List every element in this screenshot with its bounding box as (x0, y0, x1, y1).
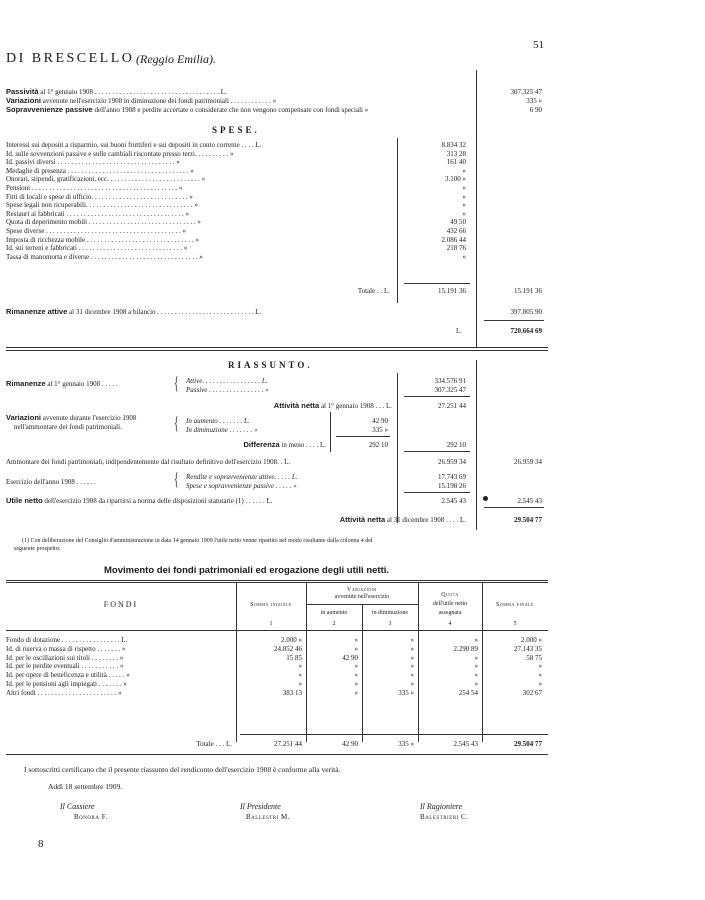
table-cell: 302 67 (522, 688, 542, 697)
spese-item-value: 49 50 (450, 218, 466, 227)
passive-value: 307.325 47 (434, 386, 466, 394)
spese-item-value: 218 76 (446, 244, 466, 253)
table-cell: 24.852 46 (274, 644, 302, 653)
attivita-netta-1-label: Attività netta (273, 401, 320, 410)
top-row-value: 307.325 47 (510, 88, 542, 96)
table-cell: » (354, 671, 358, 680)
spese-item-label: Id. sulle sovvenzioni passive e sulle cambiali riscontate presso terzi. . . . . . . . . . » (6, 149, 234, 158)
table-row-label: Id. per le pensioni agli impiegati . . . . . . . » (6, 680, 127, 688)
table-cell: » (410, 662, 414, 671)
riassunto-rimanenze-row (6, 380, 118, 388)
col-header-quota-sub2: assegnata (438, 610, 462, 616)
differenza-right: 292 10 (446, 441, 466, 449)
rimanenze-attive-value: 397.805 90 (510, 308, 542, 316)
spese-item-value: 161 40 (446, 158, 466, 167)
table-row-label: Id. per le oscillazioni sui titoli . . . . . . . . » (6, 653, 124, 662)
table-row-label: Id. per le perdite eventuali . . . . . . . . . . . » (6, 662, 124, 671)
table-cell: » (354, 644, 358, 653)
attivita-netta-2-label: Attività netta (339, 515, 386, 524)
divider (484, 320, 544, 321)
page-title: DI BRESCELLO (6, 51, 135, 66)
divider (306, 582, 307, 742)
ammontare-value: 26.959 34 (438, 458, 466, 466)
top-row-value: 6 90 (529, 106, 542, 114)
table-cell: » (474, 680, 478, 688)
col-number-4: 4 (448, 621, 452, 627)
col-number-5: 5 (513, 621, 517, 627)
spese-item-label: Spese diverse . . . . . . . . . . . . . . . . . . . . . . . . . . . . . . . . . . . . . . . » (6, 227, 187, 235)
col-header-somma-iniziale: Somma iniziale (250, 602, 292, 608)
table-cell: » (538, 662, 542, 671)
movimento-totale-c4: 2.545 43 (453, 740, 478, 748)
table-cell: » (354, 680, 358, 688)
brace-icon: { (174, 469, 179, 489)
divider (6, 630, 548, 631)
grand-total-label: L. (456, 327, 463, 335)
top-row (6, 88, 472, 96)
signature-name-ragioniere: Balestrieri C. (420, 813, 469, 821)
brace-icon: { (174, 413, 179, 433)
table-cell: » (474, 636, 478, 644)
table-cell: » (298, 680, 302, 688)
spese-item-label: Pensioni . . . . . . . . . . . . . . . . . . . . . . . . . . . . . . . . . . . . . . . . . . » (6, 184, 183, 192)
utile-netto-row (6, 497, 396, 505)
in-diminuzione-label: In diminuzione . . . . . . . » (186, 426, 258, 434)
table-cell: 2.290 89 (453, 644, 478, 653)
spese-item-label: Spese legali non ricuperabili. . . . . . . . . . . . . . . . . . . . . . . . . . . . . . . » (6, 201, 198, 210)
divider (240, 734, 548, 735)
divider (404, 283, 470, 284)
differenza-rest: in meno . . . . L. (281, 441, 326, 449)
signature-role-cassiere: Il Cassiere (60, 802, 95, 811)
spese-item-value: » (462, 192, 466, 201)
top-row-label: Passività (6, 88, 39, 96)
table-cell: 383 13 (282, 688, 302, 697)
table-row-label: Id. per opere di beneficenza e utilità . . . . . » (6, 671, 130, 680)
divider (404, 396, 470, 397)
movimento-totale-c5: 29.504 77 (514, 740, 542, 748)
spese-item-label: Quota di deperimento mobili . . . . . . . . . . . . . . . . . . . . . . . . . . . . . . . » (6, 218, 201, 227)
variazioni-label: Variazioni (6, 413, 42, 422)
signature-name-presidente: Ballestri M. (246, 813, 291, 821)
divider (397, 373, 398, 523)
table-cell: » (354, 636, 358, 644)
spese-sopravv-value: 15.198 26 (438, 482, 466, 490)
grand-total-value: 720.664 69 (510, 327, 542, 335)
rimanenze-attive-label: Rimanenze attive (6, 308, 68, 316)
spese-item-label: Onorari, stipendi, gratificazioni, ecc. . . . . . . . . . . . . . . . . . . . . . . . . . . » (6, 175, 206, 184)
rendite-label: Rendite e sopravvenienze attive. . . . . L. (186, 473, 298, 481)
top-row-value: 335 » (526, 97, 542, 105)
divider (397, 138, 398, 303)
col-header-variazioni-sub: avvenute nell'esercizio (334, 594, 390, 600)
riassunto-rimanenze-label: Rimanenze (6, 379, 46, 388)
signature-role-presidente: Il Presidente (240, 802, 281, 811)
attive-value: 334.576 91 (434, 377, 466, 385)
rendite-value: 17.743 69 (438, 473, 466, 481)
spese-totale-label: Totale . . L. (357, 287, 390, 295)
table-cell: » (474, 662, 478, 671)
table-cell: 15 85 (286, 653, 302, 662)
col-number-3: 3 (388, 621, 392, 627)
table-cell: » (298, 671, 302, 680)
col-number-1: 1 (269, 621, 273, 627)
footnote-line-1: (1) Con deliberazione del Consiglio d'amministrazione in data 14 gennaio 1909 l'utile netto venne ripartito nel modo risultante dalla colonna 4 del (22, 538, 373, 544)
divider (336, 436, 390, 437)
spese-item-value: 8.834 32 (441, 141, 466, 149)
passive-label: Passive . . . . . . . . . . . . . . . . » (186, 386, 269, 394)
table-cell: » (298, 662, 302, 671)
signature-role-ragioniere: Il Ragioniere (420, 802, 463, 811)
differenza-label: Differenza (243, 440, 280, 449)
variazioni-rest: avvenute durante l'esercizio 1908 (42, 414, 137, 422)
top-row (6, 97, 472, 105)
table-cell: » (354, 662, 358, 671)
spese-item-label: Interessi sui depositi a risparmio, sui buoni fruttiferi e sui depositi in conto corrente . . . . L. (6, 141, 262, 149)
top-row-text: avvenute nell'esercizio 1908 in diminuzione dei fondi patrimoniali . . . . . . . . . . . . » (42, 97, 277, 105)
top-row (6, 106, 472, 114)
spese-item-value: » (462, 184, 466, 192)
footnote-line-2: seguente prospetto: (14, 546, 61, 552)
divider (484, 507, 544, 508)
attivita-netta-1-row (180, 402, 392, 410)
top-row-label: Variazioni (6, 97, 42, 105)
page-number: 51 (533, 39, 544, 51)
table-cell: 2.000 » (521, 636, 542, 644)
attivita-netta-2-rest: al 31 dicembre 1908 . . . . L. (386, 516, 466, 524)
utile-netto-label: Utile netto (6, 497, 43, 505)
table-cell: » (410, 671, 414, 680)
riassunto-rimanenze-rest: al 1° gennaio 1908 . . . . . (47, 380, 118, 388)
rimanenze-attive-row (6, 308, 476, 316)
table-cell: » (410, 680, 414, 688)
divider (6, 347, 548, 348)
col-header-quota: Quota (441, 592, 459, 598)
table-cell: » (538, 680, 542, 688)
top-row-label: Sopravvenienze passive (6, 106, 93, 114)
attivita-netta-1-value: 27.251 44 (438, 402, 466, 410)
divider (6, 580, 548, 581)
spese-item-value: 313 28 (446, 149, 466, 158)
ammontare-right: 26.959 34 (514, 458, 542, 466)
divider (6, 350, 548, 351)
divider (404, 451, 470, 452)
spese-item-value: » (462, 252, 466, 261)
table-cell: 254 54 (458, 688, 478, 697)
in-diminuzione-value: 335 » (372, 426, 388, 434)
differenza-row (180, 441, 326, 449)
table-row-label: Fondo di dotazione . . . . . . . . . . . . . . . . . L. (6, 636, 128, 644)
table-cell: 58 75 (526, 653, 542, 662)
variazioni-row (6, 414, 136, 422)
spese-totale-value: 15.191 36 (438, 287, 466, 295)
spese-item-label: Imposta di ricchezza mobile . . . . . . . . . . . . . . . . . . . . . . . . . . . . . . . » (6, 235, 199, 244)
page-subtitle: (Reggio Emilia). (136, 52, 216, 66)
utile-netto-rest: dell'esercizio 1908 da ripartirsi a norma delle disposizioni statutarie (1) . . . . . . L. (44, 497, 273, 505)
table-row-label: Altri fondi . . . . . . . . . . . . . . . . . . . . . . . » (6, 688, 122, 697)
attive-label: Attive. . . . . . . . . . . . . . . . . L. (186, 377, 268, 385)
table-cell: 42 90 (342, 653, 358, 662)
spese-item-value: » (462, 166, 466, 175)
attivita-netta-2-row (200, 516, 466, 524)
spese-item-label: Medaglie di presenza . . . . . . . . . . . . . . . . . . . . . . . . . . . . . . . . . . . » (6, 166, 194, 175)
table-cell: » (410, 653, 414, 662)
differenza-value: 292 10 (368, 441, 388, 449)
in-aumento-label: In aumento . . . . . . . L. (186, 417, 250, 425)
spese-item-value: 432 66 (446, 227, 466, 235)
attivita-netta-2-value: 29.504 77 (514, 516, 542, 524)
footer-mark: 8 (38, 838, 44, 850)
certification-text: I sottoscritti certificano che il presente riassunto del rendiconto dell'esercizio 1908 è conforme alla verità. (24, 765, 341, 774)
spese-item-label: Id. sui terreni e fabbricati . . . . . . . . . . . . . . . . . . . . . . . . . . . . . . » (6, 244, 188, 253)
top-row-text: dell'anno 1908 e perdite accertate o considerate che non vengono compensate con fondi speciali » (94, 106, 369, 114)
table-cell: 2.000 » (281, 636, 302, 644)
attivita-netta-1-rest: al 1° gennaio 1908 . . . L. (320, 402, 392, 410)
col-header-in-diminuzione: in diminuzione (371, 610, 409, 616)
table-cell: » (538, 671, 542, 680)
spese-item-value: » (462, 209, 466, 218)
in-aumento-value: 42 90 (372, 417, 388, 425)
movimento-totale-c2: 42 90 (342, 740, 358, 748)
movimento-title: Movimento dei fondi patrimoniali ed erogazione degli utili netti. (104, 565, 390, 576)
utile-netto-value: 2.545 43 (441, 497, 466, 505)
divider (404, 492, 470, 493)
movimento-totale-c1: 27.251 44 (274, 740, 302, 748)
top-row-text: al 1° gennaio 1908 . . . . . . . . . . . . . . . . . . . . . . . . . . . . . . . . . . . . L. (40, 88, 227, 96)
spese-sopravv-label: Spese e sopravvenienze passive . . . . . » (186, 482, 297, 490)
ammontare-text: Ammontare dei fondi patrimoniali, indipendentemente dal risultato definitivo dell'esercizio 1908. . L. (6, 458, 291, 466)
spese-item-label: Tassa di manomorta e diverse . . . . . . . . . . . . . . . . . . . . . . . . . . . . . . . » (6, 252, 203, 261)
brace-icon: { (174, 373, 179, 393)
divider (330, 412, 331, 452)
table-cell: 335 » (398, 688, 414, 697)
spese-item-label: Restauri ai fabbricati . . . . . . . . . . . . . . . . . . . . . . . . . . . . . . . . . . » (6, 209, 189, 218)
col-header-fondi: FONDI (103, 600, 139, 609)
table-cell: » (474, 671, 478, 680)
table-cell: » (354, 688, 358, 697)
divider (6, 754, 548, 755)
table-cell: » (474, 653, 478, 662)
table-cell: » (410, 644, 414, 653)
rimanenze-attive-rest: al 31 dicembre 1908 a bilancio . . . . . . . . . . . . . . . . . . . . . . . . . . . . L. (69, 308, 262, 316)
esercizio-label: Esercizio dell'anno 1908 . . . . . . (6, 478, 96, 486)
col-header-in-aumento: in aumento (320, 610, 348, 616)
col-number-2: 2 (332, 621, 336, 627)
spese-item-label: Fitti di locali e spese di ufficio. . . . . . . . . . . . . . . . . . . . . . . . . . . . » (6, 192, 193, 201)
divider (476, 70, 477, 348)
table-cell: 27.143 35 (514, 644, 542, 653)
utile-netto-right: 2.545 43 (517, 497, 542, 505)
date-text: Addì 18 settembre 1909. (48, 782, 123, 791)
spese-title: SPESE. (212, 125, 260, 135)
movimento-totale-label: Totale . . . L. (196, 740, 232, 748)
col-header-variazioni: Variazioni (347, 587, 377, 593)
spese-item-value: 3.100 » (445, 175, 466, 184)
col-header-quota-sub1: dell'utile netto (432, 601, 468, 607)
col-header-somma-finale: Somma finale (496, 602, 534, 608)
spese-item-value: » (462, 201, 466, 210)
variazioni-rest-2: nell'ammontare dei fondi patrimoniali. (14, 423, 122, 431)
spese-totale-right: 15.191 36 (514, 287, 542, 295)
spese-item-value: 2.086 44 (441, 235, 466, 244)
movimento-totale-c3: 335 » (398, 740, 414, 748)
table-cell: » (410, 636, 414, 644)
table-row-label: Id. di riserva o massa di rispetto . . . . . . . » (6, 644, 126, 653)
divider (476, 360, 477, 530)
riassunto-title: RIASSUNTO. (228, 360, 313, 370)
divider (6, 582, 548, 583)
spese-item-label: Id. passivi diversi . . . . . . . . . . . . . . . . . . . . . . . . . . . . . . . . . . » (6, 158, 180, 167)
signature-name-cassiere: Bonora F. (74, 813, 108, 821)
